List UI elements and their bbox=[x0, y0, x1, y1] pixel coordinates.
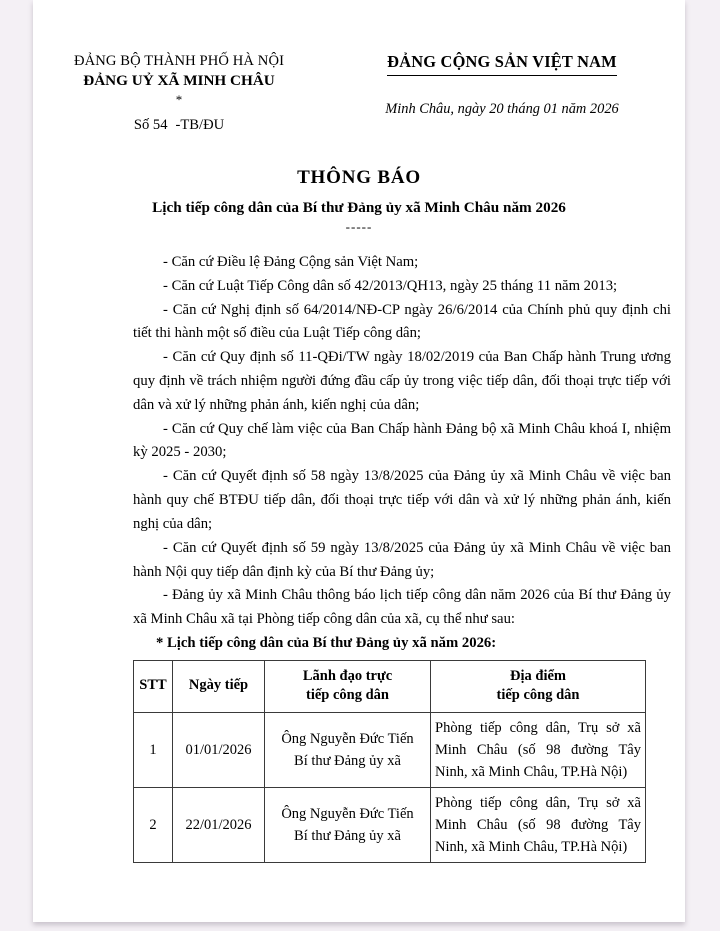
citizen-reception-schedule-table bbox=[133, 660, 646, 863]
column-header-leader-line2: tiếp công dân bbox=[306, 687, 389, 704]
document-number-suffix: -TB/ĐU bbox=[175, 116, 225, 133]
cell-leader bbox=[265, 712, 431, 787]
cell-leader-name: Ông Nguyễn Đức Tiến bbox=[281, 730, 414, 747]
column-header-stt bbox=[134, 660, 173, 712]
cell-stt: 2 bbox=[134, 787, 173, 862]
table-header-row bbox=[134, 660, 646, 712]
body-paragraph: - Căn cứ Luật Tiếp Công dân số 42/2013/QH13, ngày 25 tháng 11 năm 2013; bbox=[163, 277, 618, 294]
cell-location-text: Phòng tiếp công dân, Trụ sở xã Minh Châu (số 98 đường Tây Ninh, xã Minh Châu, TP.Hà Nội) bbox=[435, 794, 641, 855]
table-header bbox=[134, 660, 646, 712]
column-header-location-line2: tiếp công dân bbox=[496, 687, 580, 704]
column-header-leader-line1: Lãnh đạo trực bbox=[302, 667, 393, 684]
star-separator-icon: * bbox=[175, 91, 183, 107]
column-header-leader bbox=[265, 660, 431, 712]
body-paragraph: - Căn cứ Điều lệ Đảng Cộng sản Việt Nam; bbox=[163, 253, 419, 270]
organization-line-province: ĐẢNG BỘ THÀNH PHỐ HÀ NỘI bbox=[73, 53, 285, 69]
document-header bbox=[33, 0, 685, 134]
cell-location bbox=[431, 787, 646, 862]
cell-leader-role: Bí thư Đảng ủy xã bbox=[294, 752, 401, 769]
document-number-prefix: Số 54 bbox=[133, 116, 168, 133]
table-row bbox=[134, 787, 646, 862]
cell-leader bbox=[265, 787, 431, 862]
body-paragraph: - Căn cứ Quy định số 11-QĐi/TW ngày 18/02/2019 của Ban Chấp hành Trung ương quy định về trách nhiệm người đứng đầu cấp ủy trong việc tiếp dân, đối thoại trực tiếp với dân và xử lý những phản ánh, kiến nghị của dân; bbox=[133, 349, 671, 413]
column-header-date-line1: Ngày tiếp bbox=[188, 677, 249, 694]
document-body bbox=[33, 251, 678, 863]
body-paragraph: - Căn cứ Nghị định số 64/2014/NĐ-CP ngày 26/6/2014 của Chính phủ quy định chi tiết thi hành một số điều của Luật Tiếp công dân; bbox=[133, 301, 671, 342]
organization-line-commune: ĐẢNG UỶ XÃ MINH CHÂU bbox=[83, 72, 275, 90]
schedule-table-container bbox=[133, 660, 671, 863]
column-header-location bbox=[431, 660, 646, 712]
national-heading-block bbox=[325, 52, 685, 134]
document-page bbox=[33, 0, 685, 922]
cell-stt: 1 bbox=[134, 712, 173, 787]
cell-leader-role: Bí thư Đảng ủy xã bbox=[294, 827, 401, 844]
issuing-organization-block bbox=[33, 52, 325, 134]
party-name-heading: ĐẢNG CỘNG SẢN VIỆT NAM bbox=[387, 52, 617, 76]
body-paragraph: - Đảng ủy xã Minh Châu thông báo lịch tiếp công dân năm 2026 của Bí thư Đảng ủy xã Minh Châu xã tại Phòng tiếp công dân của xã, cụ thể như sau: bbox=[133, 587, 671, 628]
schedule-heading: * Lịch tiếp công dân của Bí thư Đảng ủy xã năm 2026: bbox=[156, 634, 497, 651]
column-header-date bbox=[173, 660, 265, 712]
document-number bbox=[33, 117, 325, 134]
body-paragraph: - Căn cứ Quyết định số 58 ngày 13/8/2025 của Đảng ủy xã Minh Châu về việc ban hành quy chế BTĐU tiếp dân, đối thoại trực tiếp với dân và xử lý những phản ánh, kiến nghị của dân; bbox=[133, 468, 671, 532]
document-title: THÔNG BÁO bbox=[297, 166, 421, 188]
cell-date: 22/01/2026 bbox=[173, 787, 265, 862]
title-block bbox=[33, 166, 685, 235]
body-paragraph: - Căn cứ Quy chế làm việc của Ban Chấp hành Đảng bộ xã Minh Châu khoá I, nhiệm kỳ 2025 - 2030; bbox=[133, 420, 671, 461]
table-row bbox=[134, 712, 646, 787]
cell-leader-name: Ông Nguyễn Đức Tiến bbox=[281, 805, 414, 822]
cell-location bbox=[431, 712, 646, 787]
table-body bbox=[134, 712, 646, 862]
document-subtitle: Lịch tiếp công dân của Bí thư Đảng ủy xã Minh Châu năm 2026 bbox=[152, 198, 566, 216]
body-paragraph: - Căn cứ Quyết định số 59 ngày 13/8/2025 của Đảng ủy xã Minh Châu về việc ban hành Nội quy tiếp dân định kỳ của Bí thư Đảng ủy; bbox=[133, 539, 671, 580]
body-paragraph-list bbox=[33, 251, 671, 656]
column-header-location-line1: Địa điểm bbox=[510, 667, 566, 684]
title-divider: ----- bbox=[345, 219, 373, 235]
cell-location-text: Phòng tiếp công dân, Trụ sở xã Minh Châu (số 98 đường Tây Ninh, xã Minh Châu, TP.Hà Nội) bbox=[435, 719, 641, 780]
place-and-date: Minh Châu, ngày 20 tháng 01 năm 2026 bbox=[385, 100, 619, 117]
cell-date: 01/01/2026 bbox=[173, 712, 265, 787]
column-header-stt-line1: STT bbox=[139, 677, 167, 694]
